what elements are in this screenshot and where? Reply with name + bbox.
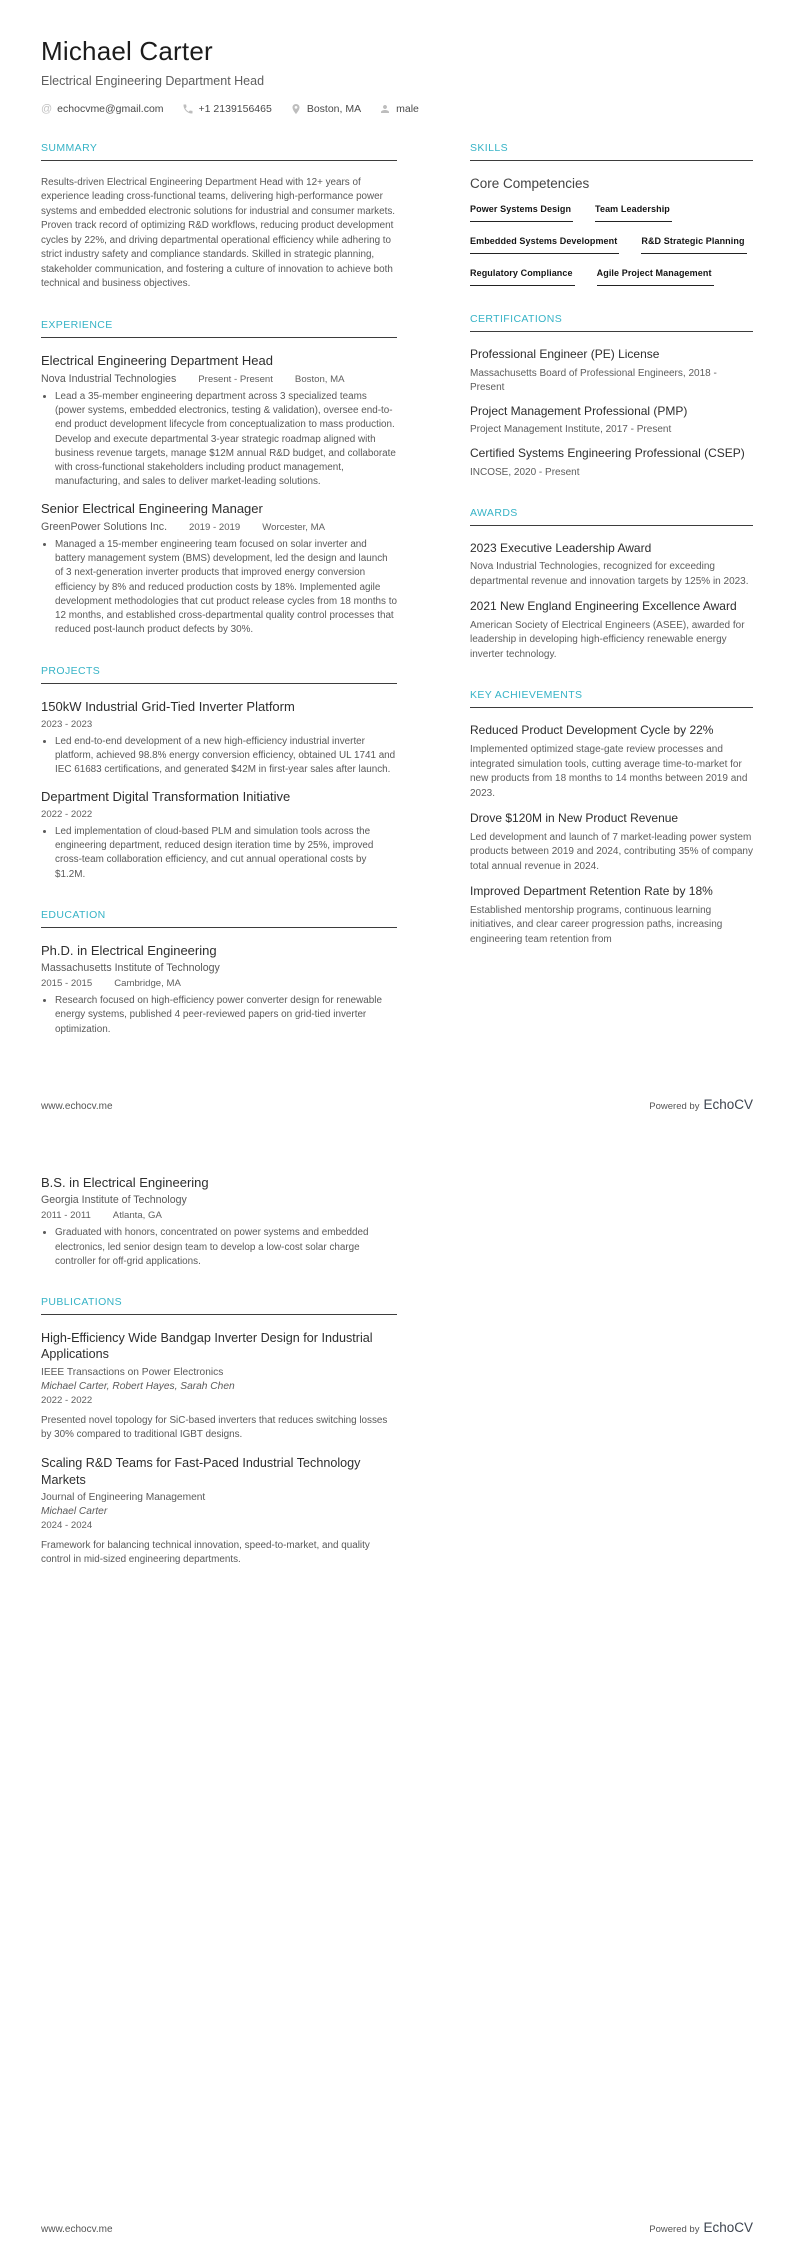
certifications-section xyxy=(470,313,753,480)
job-bullet: • Lead a 35-member engineering department across 3 specialized teams (power systems, embedded electronics, testing & validation), oversee end-to-end product development lifecycle from conceptualization to mass production. Develop and execute departmental 3-year strategic roadmap aligned with business revenue targets, manage $12M annual R&D budget, and collaborate with cross-functional stakeholders including product management, manufacturing, and sales to deliver market-leading solutions. xyxy=(55,390,397,490)
project-dates: 2022 - 2022 xyxy=(41,808,93,820)
degree-name: Ph.D. in Electrical Engineering xyxy=(41,942,217,958)
section-rule xyxy=(41,683,397,684)
echocv-brand: EchoCV xyxy=(703,1097,753,1112)
education-section-title: EDUCATION xyxy=(41,908,106,921)
projects-section xyxy=(41,665,397,882)
achievements-section xyxy=(470,689,753,947)
education-section xyxy=(41,909,397,1037)
page-footer xyxy=(41,2219,753,2237)
project-dates: 2023 - 2023 xyxy=(41,718,93,730)
education-bullets xyxy=(41,1226,397,1269)
achievement-item xyxy=(470,723,753,801)
certification-item xyxy=(470,347,753,395)
company-name: Nova Industrial Technologies xyxy=(41,372,177,385)
project-item xyxy=(41,699,397,778)
certification-item xyxy=(470,446,753,480)
publication-dates: 2022 - 2022 xyxy=(41,1394,93,1406)
person-headline: Electrical Engineering Department Head xyxy=(41,74,265,88)
job-location: Boston, MA xyxy=(294,373,345,385)
project-bullets xyxy=(41,735,397,778)
publications-section xyxy=(41,1296,397,1567)
education-item xyxy=(41,1175,397,1269)
education-dates: 2015 - 2015 xyxy=(41,978,93,990)
job-meta xyxy=(41,373,397,385)
education-section-continued xyxy=(41,1175,397,1269)
skill-chip: R&D Strategic Planning xyxy=(641,236,746,254)
job-location: Worcester, MA xyxy=(262,521,325,533)
phone-icon xyxy=(182,103,194,115)
location-value: Boston, MA xyxy=(306,103,362,115)
project-meta xyxy=(41,719,397,730)
skill-chips xyxy=(470,204,753,286)
achievement-name: Reduced Product Development Cycle by 22% xyxy=(470,723,714,738)
experience-section xyxy=(41,319,397,638)
achievement-description: Implemented optimized stage-gate review processes and integrated simulation tools, cutting average time-to-market for new products from 18 months to 14 months between 2019 and 2023. xyxy=(470,744,748,799)
education-bullet: • Graduated with honors, concentrated on power systems and embedded electronics, led senior design team to develop a low-cost solar charge controller for off-grid applications. xyxy=(55,1226,397,1269)
section-rule xyxy=(41,337,397,338)
achievement-item xyxy=(470,811,753,874)
contact-location xyxy=(290,103,361,115)
powered-by-label: Powered by xyxy=(649,1101,700,1112)
achievement-name: Drove $120M in New Product Revenue xyxy=(470,811,679,826)
education-bullet: • Research focused on high-efficiency power converter design for renewable energy systems, published 4 peer-reviewed papers on grid-tied inverter optimization. xyxy=(55,994,397,1037)
right-column xyxy=(470,1175,753,1594)
achievement-name: Improved Department Retention Rate by 18% xyxy=(470,884,713,899)
school-name: Massachusetts Institute of Technology xyxy=(41,962,220,975)
publication-authors: Michael Carter xyxy=(41,1505,108,1517)
education-meta xyxy=(41,1210,397,1221)
publication-item xyxy=(41,1455,397,1567)
awards-section xyxy=(470,507,753,663)
publication-journal: IEEE Transactions on Power Electronics xyxy=(41,1366,224,1378)
footer-site-link[interactable]: www.echocv.me xyxy=(41,2224,113,2235)
degree-name: B.S. in Electrical Engineering xyxy=(41,1175,209,1190)
skills-section xyxy=(470,142,753,286)
publication-description: Framework for balancing technical innovation, speed-to-market, and quality control in mid-sized engineering departments. xyxy=(41,1539,370,1566)
summary-section xyxy=(41,142,397,292)
right-column xyxy=(470,142,753,1064)
contact-row xyxy=(41,103,753,115)
section-rule xyxy=(41,927,397,928)
footer-site-link[interactable]: www.echocv.me xyxy=(41,1101,113,1112)
contact-phone xyxy=(182,103,272,115)
column-gap xyxy=(397,142,470,1064)
job-meta xyxy=(41,521,397,533)
section-rule xyxy=(470,525,753,526)
education-bullets xyxy=(41,994,397,1037)
award-item xyxy=(470,599,753,662)
section-rule xyxy=(470,160,753,161)
skill-chip: Team Leadership xyxy=(595,204,672,222)
experience-section-title: EXPERIENCE xyxy=(41,318,113,331)
powered-by-label: Powered by xyxy=(649,2224,700,2235)
certifications-section-title: CERTIFICATIONS xyxy=(470,313,563,325)
skill-chip: Embedded Systems Development xyxy=(470,236,619,254)
project-item xyxy=(41,789,397,882)
project-name: Department Digital Transformation Initiative xyxy=(41,788,291,804)
column-gap xyxy=(397,1175,470,1594)
section-rule xyxy=(41,160,397,161)
project-bullet: • Led end-to-end development of a new high-efficiency industrial inverter platform, achieved 98.8% energy conversion efficiency, obtained UL 1741 and IEC 61683 certifications, and generated $42M in first-year sales after launch. xyxy=(55,735,397,778)
award-name: 2023 Executive Leadership Award xyxy=(470,540,652,555)
project-meta xyxy=(41,809,397,820)
job-bullets xyxy=(41,390,397,490)
certification-issuer: Project Management Institute, 2017 - Present xyxy=(470,424,672,436)
achievement-description: Established mentorship programs, continuous learning initiatives, and clear career progression paths, increasing engineering team retention from xyxy=(470,904,723,945)
achievement-item xyxy=(470,884,753,947)
publications-section-title: PUBLICATIONS xyxy=(41,1296,123,1308)
skill-chip: Regulatory Compliance xyxy=(470,268,575,286)
job-dates: 2019 - 2019 xyxy=(189,521,241,533)
awards-section-title: AWARDS xyxy=(470,506,518,519)
skill-chip: Power Systems Design xyxy=(470,204,573,222)
projects-section-title: PROJECTS xyxy=(41,664,101,677)
person-icon xyxy=(379,103,391,115)
job-bullets xyxy=(41,538,397,638)
award-name: 2021 New England Engineering Excellence Award xyxy=(470,599,737,614)
section-rule xyxy=(470,707,753,708)
gender-value: male xyxy=(396,103,419,115)
company-name: GreenPower Solutions Inc. xyxy=(41,520,168,533)
project-bullet: • Led implementation of cloud-based PLM and simulation tools across the engineering department, reduced design iteration time by 25%, improved cross-team collaboration efficiency, and cut annual operational costs by $1.2M. xyxy=(55,825,397,882)
section-rule xyxy=(41,1314,397,1315)
certification-name: Certified Systems Engineering Professional (CSEP) xyxy=(470,446,745,461)
echocv-brand: EchoCV xyxy=(703,2220,753,2235)
summary-section-title: SUMMARY xyxy=(41,142,98,154)
email-icon: @ xyxy=(41,102,53,115)
two-column-layout xyxy=(41,142,753,1064)
contact-email[interactable] xyxy=(41,103,164,115)
footer-powered xyxy=(649,2219,753,2237)
job-title: Senior Electrical Engineering Manager xyxy=(41,500,263,516)
phone-value: +1 2139156465 xyxy=(198,103,272,115)
achievements-section-title: KEY ACHIEVEMENTS xyxy=(470,689,583,702)
resume-header xyxy=(41,36,753,115)
education-location: Cambridge, MA xyxy=(114,978,181,990)
email-value: echocvme@gmail.com xyxy=(57,103,164,115)
summary-text: Results-driven Electrical Engineering Department Head with 12+ years of experience leading cross-functional teams, delivering high-performance power systems and embedded electronic solutions for industrial and consumer markets. Proven track record of optimizing R&D workflows, reducing product development cycles by 22%, and driving departmental operational efficiency while adhering to strict industry safety and compliance standards. Skilled in strategic planning, stakeholder communication, and fostering a culture of innovation to achieve both technical and business objectives. xyxy=(41,177,396,290)
education-dates: 2011 - 2011 xyxy=(41,1210,91,1222)
publication-title: High-Efficiency Wide Bandgap Inverter Design for Industrial Applications xyxy=(41,1331,373,1362)
project-name: 150kW Industrial Grid-Tied Inverter Platform xyxy=(41,698,295,714)
award-description: American Society of Electrical Engineers (ASEE), awarded for leadership in developing high-efficiency renewable energy inverter technology. xyxy=(470,619,745,660)
job-bullet: • Managed a 15-member engineering team focused on solar inverter and battery management system (BMS) development, led the design and launch of 3 next-generation inverter products that improved energy conversion efficiency by 8% and reduced production costs by 18%. Implemented agile development methodologies that cut product release cycles from 18 months to 12 months, and established cross-departmental quality control processes that reduced post-launch product defects by 30%. xyxy=(55,538,397,638)
skills-group-title: Core Competencies xyxy=(470,176,590,191)
left-column xyxy=(41,1175,397,1594)
person-name: Michael Carter xyxy=(41,36,213,66)
award-description: Nova Industrial Technologies, recognized for exceeding departmental revenue and innovation targets by 125% in 2023. xyxy=(470,561,749,587)
footer-powered xyxy=(649,1096,753,1114)
job-title: Electrical Engineering Department Head xyxy=(41,352,273,368)
award-item xyxy=(470,541,753,590)
page-footer xyxy=(41,1096,753,1114)
project-bullets xyxy=(41,825,397,882)
education-location: Atlanta, GA xyxy=(112,1210,162,1222)
certification-name: Professional Engineer (PE) License xyxy=(470,347,660,361)
certification-item xyxy=(470,404,753,438)
job-dates: Present - Present xyxy=(198,373,273,385)
publication-title: Scaling R&D Teams for Fast-Paced Industrial Technology Markets xyxy=(41,1456,361,1487)
certification-issuer: INCOSE, 2020 - Present xyxy=(470,466,580,478)
location-pin-icon xyxy=(290,103,302,115)
section-rule xyxy=(470,331,753,332)
skills-section-title: SKILLS xyxy=(470,142,509,154)
education-meta xyxy=(41,978,397,989)
certification-name: Project Management Professional (PMP) xyxy=(470,403,688,418)
contact-gender xyxy=(379,103,419,115)
publication-description: Presented novel topology for SiC-based inverters that reduces switching losses by 30% compared to traditional IGBT designs. xyxy=(41,1414,388,1440)
achievement-description: Led development and launch of 7 market-leading power system products between 2019 and 2024, contributing 35% of company total annual revenue in 2024. xyxy=(470,831,753,872)
certification-issuer: Massachusetts Board of Professional Engineers, 2018 - Present xyxy=(470,367,717,393)
resume-page-2 xyxy=(0,1123,794,2246)
publication-item xyxy=(41,1330,397,1442)
experience-item xyxy=(41,353,397,490)
experience-item xyxy=(41,501,397,638)
left-column xyxy=(41,142,397,1064)
publication-journal: Journal of Engineering Management xyxy=(41,1491,206,1503)
publication-dates: 2024 - 2024 xyxy=(41,1519,93,1531)
publication-authors: Michael Carter, Robert Hayes, Sarah Chen xyxy=(41,1380,235,1392)
skill-chip: Agile Project Management xyxy=(597,268,714,286)
school-name: Georgia Institute of Technology xyxy=(41,1194,187,1207)
education-item xyxy=(41,943,397,1037)
